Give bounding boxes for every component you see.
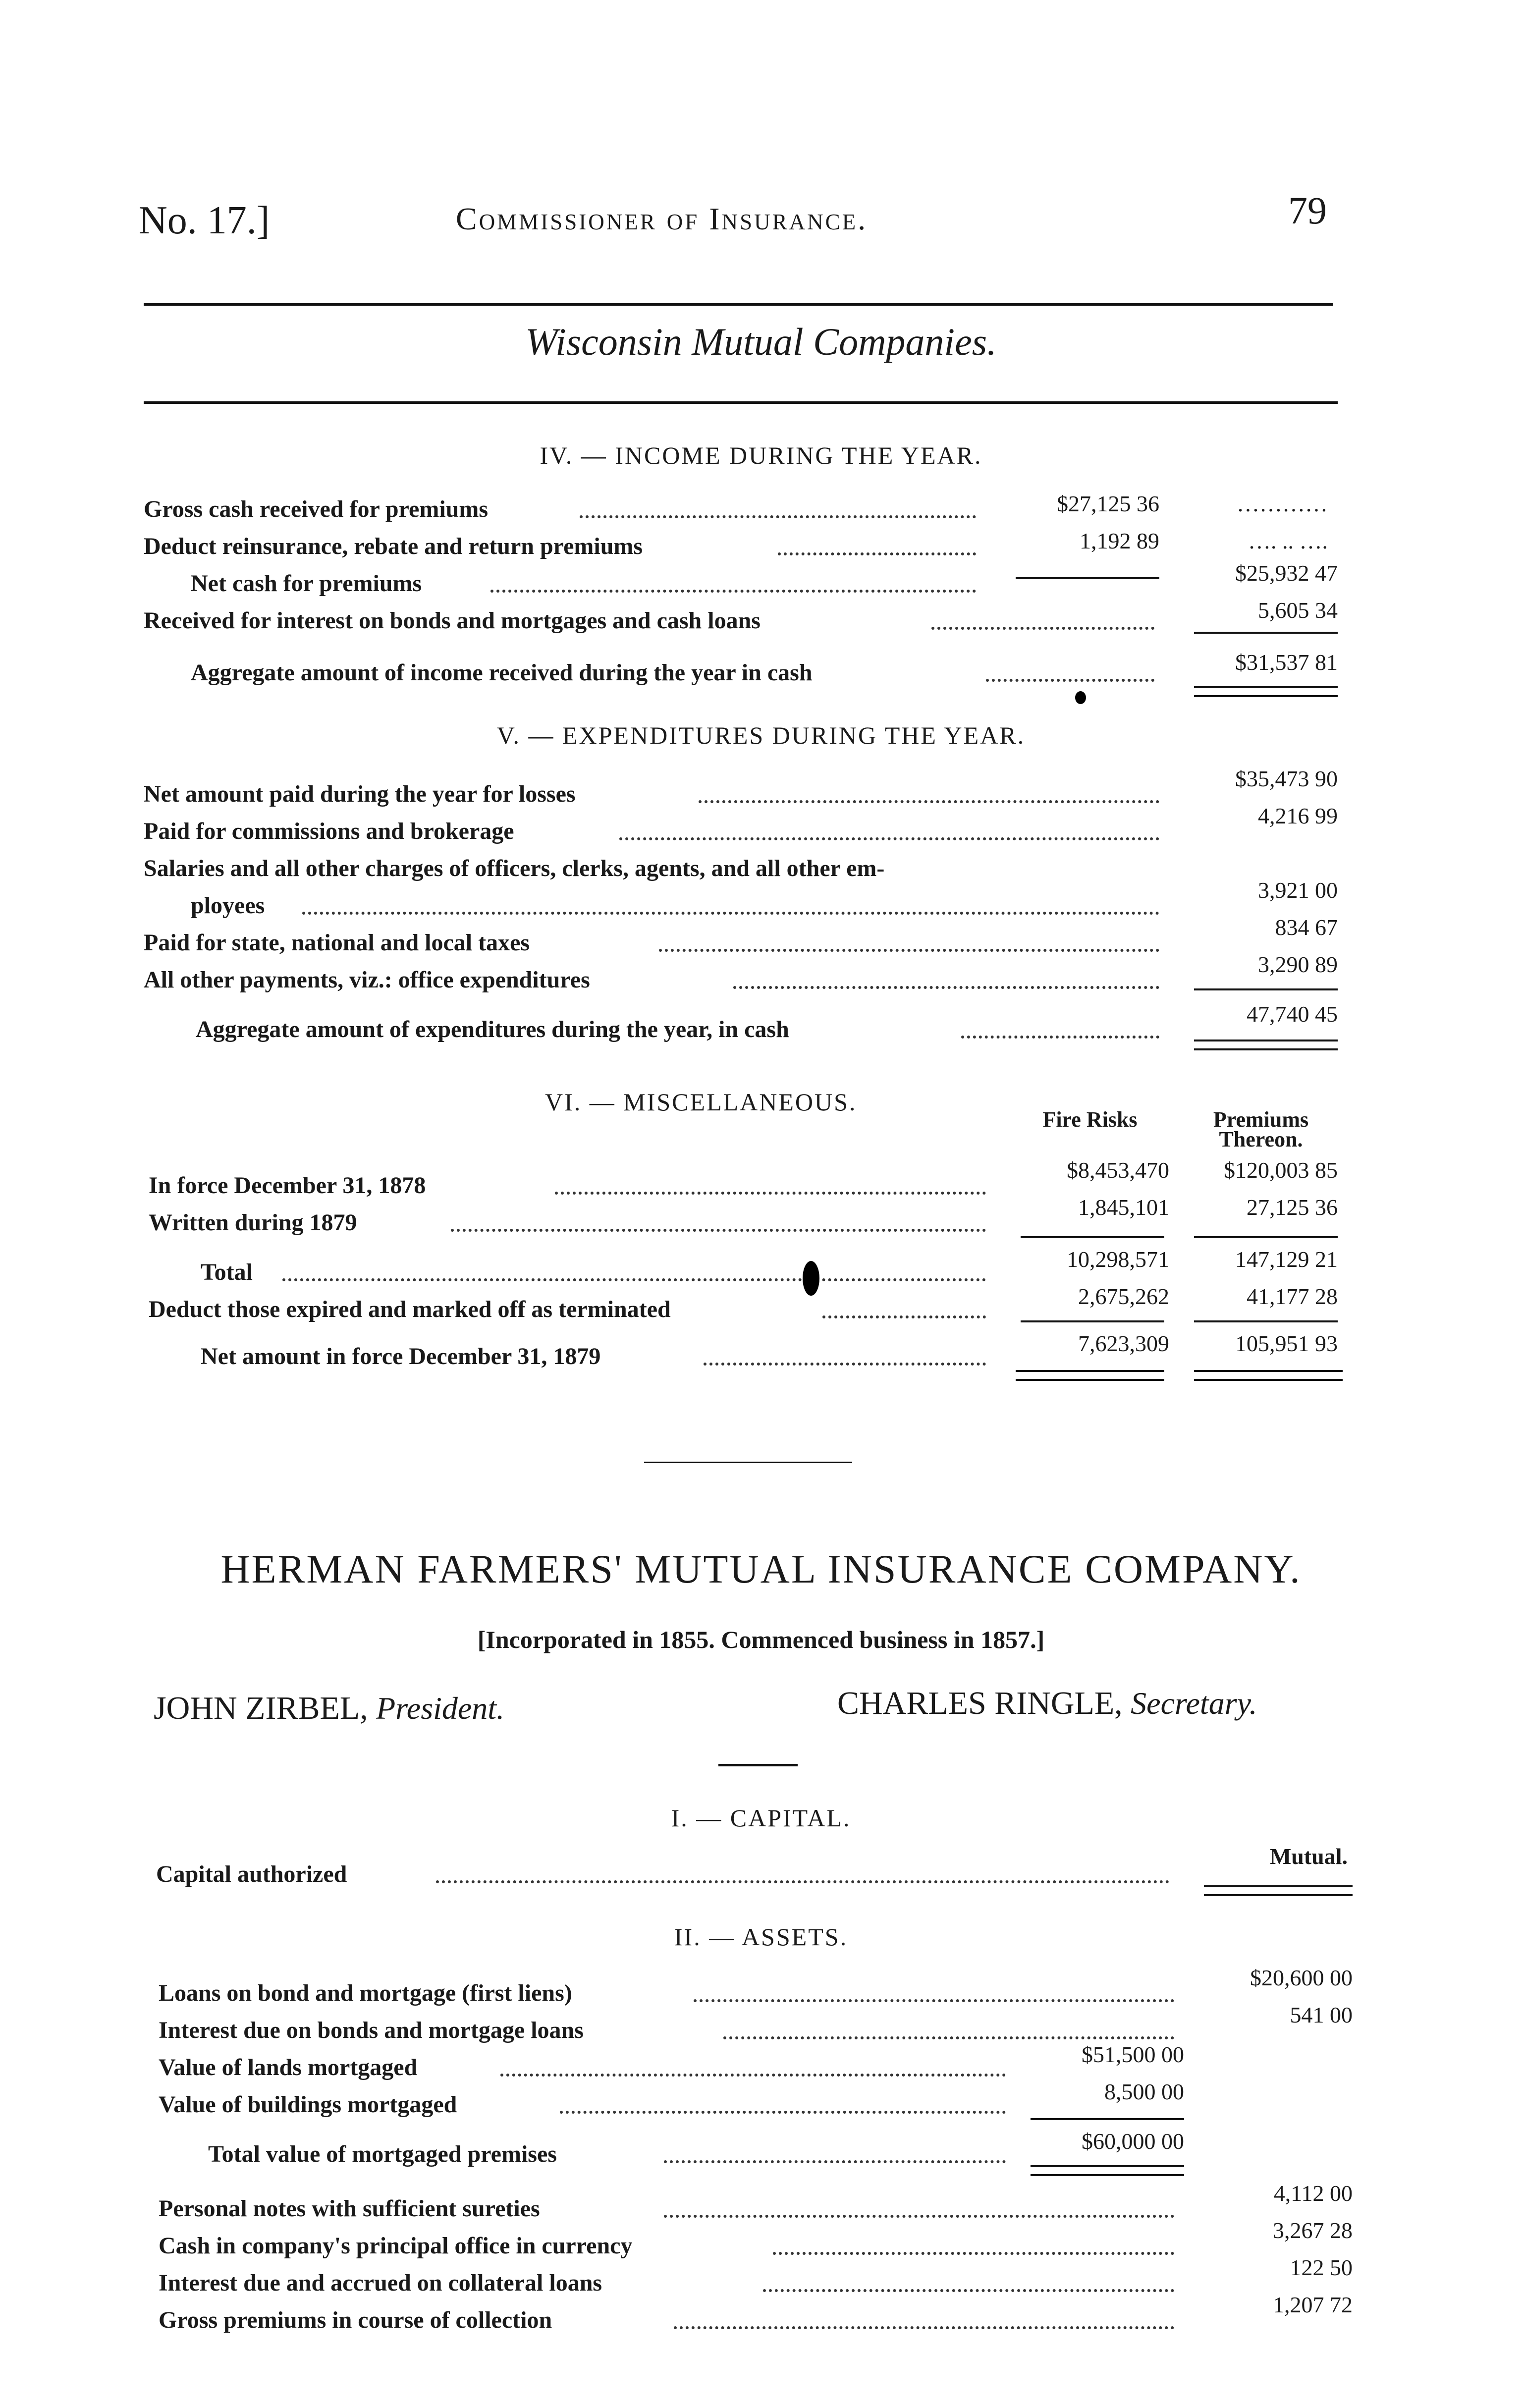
assets-heading: II. — ASSETS. bbox=[674, 1923, 848, 1951]
officer-rule bbox=[718, 1764, 798, 1766]
income-aggregate-value: $31,537 81 bbox=[1235, 650, 1338, 675]
dot-leader bbox=[664, 2215, 1174, 2218]
exp-row-employees: ployees bbox=[191, 892, 265, 919]
misc-1879-risks: 1,845,101 bbox=[1078, 1195, 1169, 1220]
capital-value: Mutual. bbox=[1269, 1844, 1348, 1869]
company-name: HERMAN FARMERS' MUTUAL INSURANCE COMPANY. bbox=[220, 1546, 1302, 1591]
dot-leader bbox=[490, 590, 976, 593]
assets-row-interest-accrued: Interest due and accrued on collateral loans bbox=[159, 2270, 602, 2296]
dot-leader bbox=[664, 2160, 1006, 2163]
expenditures-heading: V. — EXPENDITURES DURING THE YEAR. bbox=[496, 721, 1026, 749]
dot-leader bbox=[302, 912, 1159, 915]
exp-aggregate-value: 47,740 45 bbox=[1247, 1001, 1338, 1027]
exp-row-losses: Net amount paid during the year for losses bbox=[144, 781, 576, 807]
double-rule bbox=[1031, 2165, 1184, 2176]
assets-gross-premiums-value: 1,207 72 bbox=[1273, 2292, 1353, 2317]
dot-leader bbox=[555, 1192, 986, 1195]
dot-leader bbox=[694, 1999, 1174, 2002]
misc-deduct-premiums: 41,177 28 bbox=[1247, 1284, 1338, 1309]
income-interest-value: 5,605 34 bbox=[1258, 598, 1338, 623]
misc-1879-premiums: 27,125 36 bbox=[1247, 1195, 1338, 1220]
page-number: 79 bbox=[1288, 189, 1327, 232]
misc-1878-risks: $8,453,470 bbox=[1067, 1157, 1169, 1183]
exp-taxes-value: 834 67 bbox=[1275, 915, 1338, 940]
double-rule bbox=[1194, 1040, 1338, 1050]
assets-buildings-value: 8,500 00 bbox=[1104, 2079, 1184, 2104]
dot-leader bbox=[773, 2252, 1174, 2255]
sum-rule bbox=[1016, 577, 1159, 579]
ink-blot bbox=[803, 1261, 819, 1296]
dot-leader bbox=[580, 515, 976, 518]
assets-interest-due-value: 541 00 bbox=[1290, 2002, 1353, 2027]
income-row-gross: Gross cash received for premiums bbox=[144, 496, 489, 522]
income-row-aggregate: Aggregate amount of income received during the year in cash bbox=[191, 659, 813, 686]
dot-leader bbox=[763, 2289, 1174, 2292]
dot-leader bbox=[704, 1363, 986, 1366]
income-gross-value: $27,125 36 bbox=[1057, 491, 1159, 516]
dot-leader bbox=[282, 1278, 986, 1281]
running-title: Commissioner of Insurance. bbox=[456, 201, 868, 236]
dot-leader bbox=[822, 1315, 986, 1318]
ink-blot bbox=[1075, 691, 1086, 704]
section-subtitle: Wisconsin Mutual Companies. bbox=[525, 320, 997, 363]
income-row-deduct: Deduct reinsurance, rebate and return premiums bbox=[144, 533, 643, 559]
misc-row-written-1879: Written during 1879 bbox=[149, 1209, 357, 1236]
misc-row-total: Total bbox=[201, 1259, 253, 1285]
misc-deduct-risks: 2,675,262 bbox=[1078, 1284, 1169, 1309]
president-line bbox=[154, 1690, 504, 1727]
misc-total-risks: 10,298,571 bbox=[1067, 1247, 1169, 1272]
secretary-line bbox=[837, 1685, 1257, 1722]
sum-rule bbox=[1194, 1236, 1338, 1238]
misc-heading: VI. — MISCELLANEOUS. bbox=[545, 1088, 857, 1116]
assets-row-loans: Loans on bond and mortgage (first liens) bbox=[159, 1980, 572, 2006]
exp-row-commissions: Paid for commissions and brokerage bbox=[144, 818, 514, 844]
assets-personal-notes-value: 4,112 00 bbox=[1273, 2181, 1353, 2206]
double-rule bbox=[1194, 686, 1338, 697]
assets-lands-value: $51,500 00 bbox=[1082, 2042, 1184, 2067]
president-title: President. bbox=[376, 1691, 505, 1726]
misc-row-in-force-1878: In force December 31, 1878 bbox=[149, 1172, 426, 1199]
dot-leader bbox=[699, 800, 1159, 803]
misc-net-risks: 7,623,309 bbox=[1078, 1331, 1169, 1356]
exp-commissions-value: 4,216 99 bbox=[1258, 803, 1338, 828]
exp-row-taxes: Paid for state, national and local taxes bbox=[144, 930, 530, 956]
dot-leader bbox=[931, 627, 1154, 630]
dot-leader bbox=[436, 1880, 1169, 1883]
income-gross-blank: ………… bbox=[1237, 491, 1328, 516]
assets-row-gross-premiums: Gross premiums in course of collection bbox=[159, 2307, 552, 2333]
income-row-net: Net cash for premiums bbox=[191, 570, 422, 597]
income-row-interest: Received for interest on bonds and mortgages and cash loans bbox=[144, 607, 761, 634]
double-rule bbox=[1194, 1370, 1343, 1381]
sum-rule bbox=[1031, 2118, 1184, 2120]
sum-rule bbox=[1021, 1320, 1164, 1322]
dot-leader bbox=[723, 2036, 1174, 2039]
double-rule bbox=[1016, 1370, 1164, 1381]
dot-leader bbox=[961, 1036, 1159, 1039]
exp-salaries-value: 3,921 00 bbox=[1258, 877, 1338, 903]
section-separator bbox=[644, 1462, 852, 1463]
dot-leader bbox=[560, 2111, 1006, 2114]
secretary-name: CHARLES RINGLE, bbox=[837, 1685, 1123, 1721]
assets-row-cash: Cash in company's principal office in currency bbox=[159, 2233, 633, 2259]
misc-total-premiums: 147,129 21 bbox=[1235, 1247, 1338, 1272]
assets-row-buildings: Value of buildings mortgaged bbox=[159, 2091, 457, 2118]
misc-col-premiums: Premiums Thereon. bbox=[1213, 1107, 1309, 1151]
misc-row-net-1879: Net amount in force December 31, 1879 bbox=[201, 1343, 601, 1369]
dot-leader bbox=[733, 986, 1159, 989]
capital-heading: I. — CAPITAL. bbox=[671, 1804, 851, 1832]
dot-leader bbox=[619, 837, 1159, 840]
dot-leader bbox=[674, 2326, 1174, 2329]
misc-row-deduct: Deduct those expired and marked off as terminated bbox=[149, 1296, 671, 1322]
exp-losses-value: $35,473 90 bbox=[1235, 766, 1338, 791]
misc-col-fire-risks: Fire Risks bbox=[1042, 1107, 1138, 1132]
assets-total-mortgaged-value: $60,000 00 bbox=[1082, 2129, 1184, 2154]
header-rule bbox=[144, 303, 1333, 306]
sum-rule bbox=[1194, 988, 1338, 990]
subtitle-rule bbox=[144, 401, 1338, 404]
misc-net-premiums: 105,951 93 bbox=[1235, 1331, 1338, 1356]
assets-interest-accrued-value: 122 50 bbox=[1290, 2255, 1353, 2280]
secretary-title: Secretary. bbox=[1131, 1686, 1257, 1721]
assets-cash-value: 3,267 28 bbox=[1273, 2218, 1353, 2243]
president-name: JOHN ZIRBEL, bbox=[154, 1690, 368, 1726]
assets-row-total-mortgaged: Total value of mortgaged premises bbox=[208, 2141, 557, 2167]
assets-row-lands: Value of lands mortgaged bbox=[159, 2054, 418, 2080]
sum-rule bbox=[1021, 1236, 1164, 1238]
sum-rule bbox=[1194, 1320, 1338, 1322]
income-net-value: $25,932 47 bbox=[1235, 560, 1338, 586]
exp-row-salaries: Salaries and all other charges of officers, clerks, agents, and all other em- bbox=[144, 855, 885, 881]
sum-rule bbox=[1194, 632, 1338, 634]
dot-leader bbox=[451, 1229, 986, 1232]
income-deduct-blank: …. .. …. bbox=[1248, 528, 1328, 553]
double-rule bbox=[1204, 1885, 1353, 1896]
exp-other-value: 3,290 89 bbox=[1258, 952, 1338, 977]
misc-1878-premiums: $120,003 85 bbox=[1224, 1157, 1338, 1183]
dot-leader bbox=[659, 949, 1159, 952]
dot-leader bbox=[778, 552, 976, 555]
exp-row-other: All other payments, viz.: office expenditures bbox=[144, 967, 590, 993]
dot-leader bbox=[986, 679, 1154, 682]
income-deduct-value: 1,192 89 bbox=[1080, 528, 1159, 553]
report-number: No. 17.] bbox=[139, 199, 270, 242]
incorporation-note: [Incorporated in 1855. Commenced business in 1857.] bbox=[477, 1626, 1045, 1653]
exp-row-aggregate: Aggregate amount of expenditures during the year, in cash bbox=[196, 1016, 789, 1042]
income-heading: IV. — INCOME DURING THE YEAR. bbox=[540, 441, 982, 469]
assets-row-interest-due: Interest due on bonds and mortgage loans bbox=[159, 2017, 584, 2043]
dot-leader bbox=[500, 2074, 1006, 2077]
capital-row-authorized: Capital authorized bbox=[156, 1861, 347, 1887]
assets-row-personal-notes: Personal notes with sufficient sureties bbox=[159, 2195, 540, 2222]
assets-loans-value: $20,600 00 bbox=[1250, 1965, 1353, 1990]
